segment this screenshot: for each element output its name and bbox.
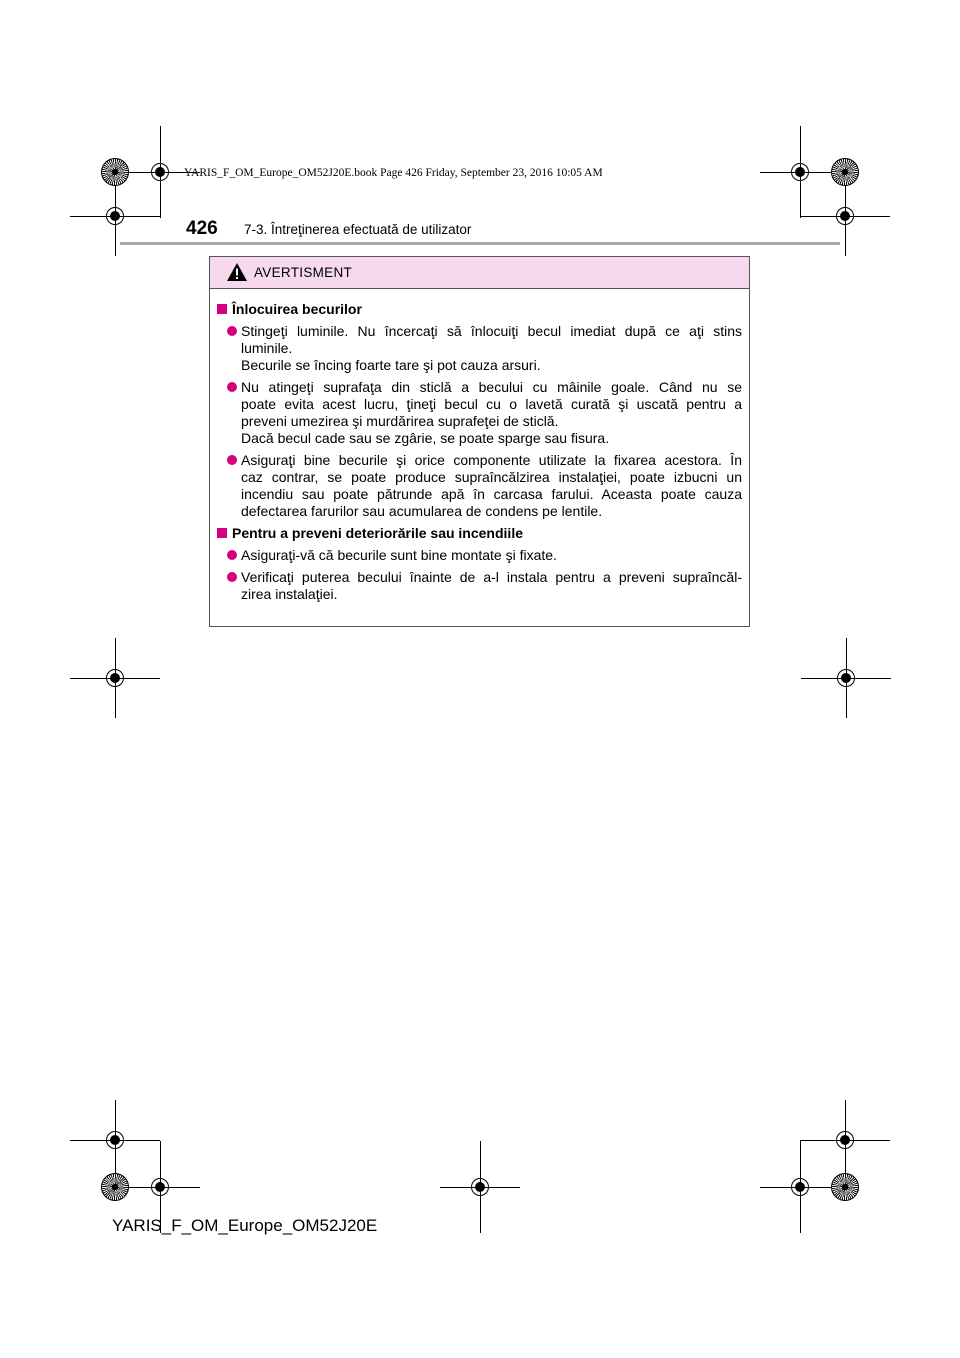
warning-section-heading: Pentru a preveni deteriorările sau incendiile: [217, 525, 742, 542]
warning-section-heading: Înlocuirea becurilor: [217, 301, 742, 318]
square-bullet-icon: [217, 528, 227, 538]
list-item: Nu atingeţi suprafaţa din sticlă a becului cu mâinile goale. Când nu se poate evita acest lucru, ţineţi becul cu o lavetă curată şi uscată pentru a preveni umezirea şi murdărirea suprafeţei de sticlă. Dacă becul cade sau se zgârie, se poate sparge sau fisura.: [217, 379, 742, 447]
starburst-mark-top-right: [831, 158, 859, 186]
warning-title: AVERTISMENT: [254, 265, 353, 280]
circle-bullet-icon: [227, 572, 237, 582]
footer-book-code: YARIS_F_OM_Europe_OM52J20E: [112, 1216, 378, 1235]
list-item: Asiguraţi-vă că becurile sunt bine montate şi fixate.: [217, 547, 742, 564]
square-bullet-icon: [217, 304, 227, 314]
circle-bullet-icon: [227, 550, 237, 560]
circle-bullet-icon: [227, 382, 237, 392]
circle-bullet-icon: [227, 326, 237, 336]
starburst-mark-top-left: [101, 158, 129, 186]
circle-bullet-icon: [227, 455, 237, 465]
warning-content: [217, 301, 742, 608]
list-item: Verificaţi puterea becului înainte de a-l instala pentru a preveni supraîncăl- zirea instalaţiei.: [217, 569, 742, 603]
starburst-mark-bottom-left: [101, 1173, 129, 1201]
warning-triangle-icon: [226, 262, 248, 282]
warning-header: [210, 257, 749, 289]
list-item: Stingeţi luminile. Nu încercaţi să înlocuiţi becul imediat după ce aţi stins luminile. Becurile se încing foarte tare şi pot cauza arsuri.: [217, 323, 742, 374]
section-title: 7-3. Întreţinerea efectuată de utilizator: [244, 222, 472, 237]
warning-box: [209, 256, 750, 627]
header-rule: [120, 242, 840, 245]
list-item: Asiguraţi bine becurile şi orice componente utilizate la fixarea acestora. În caz contrar, se poate produce supraîncălzirea instalaţiei, poate izbucni un incendiu sau poate pătrunde apă în carcasa farului. Aceasta poate cauza defectarea farurilor sau acumularea de condens pe lentile.: [217, 452, 742, 520]
starburst-mark-bottom-right: [831, 1173, 859, 1201]
print-info: YARIS_F_OM_Europe_OM52J20E.book Page 426 Friday, September 23, 2016 10:05 AM: [184, 167, 603, 179]
page-number: 426: [186, 218, 218, 239]
